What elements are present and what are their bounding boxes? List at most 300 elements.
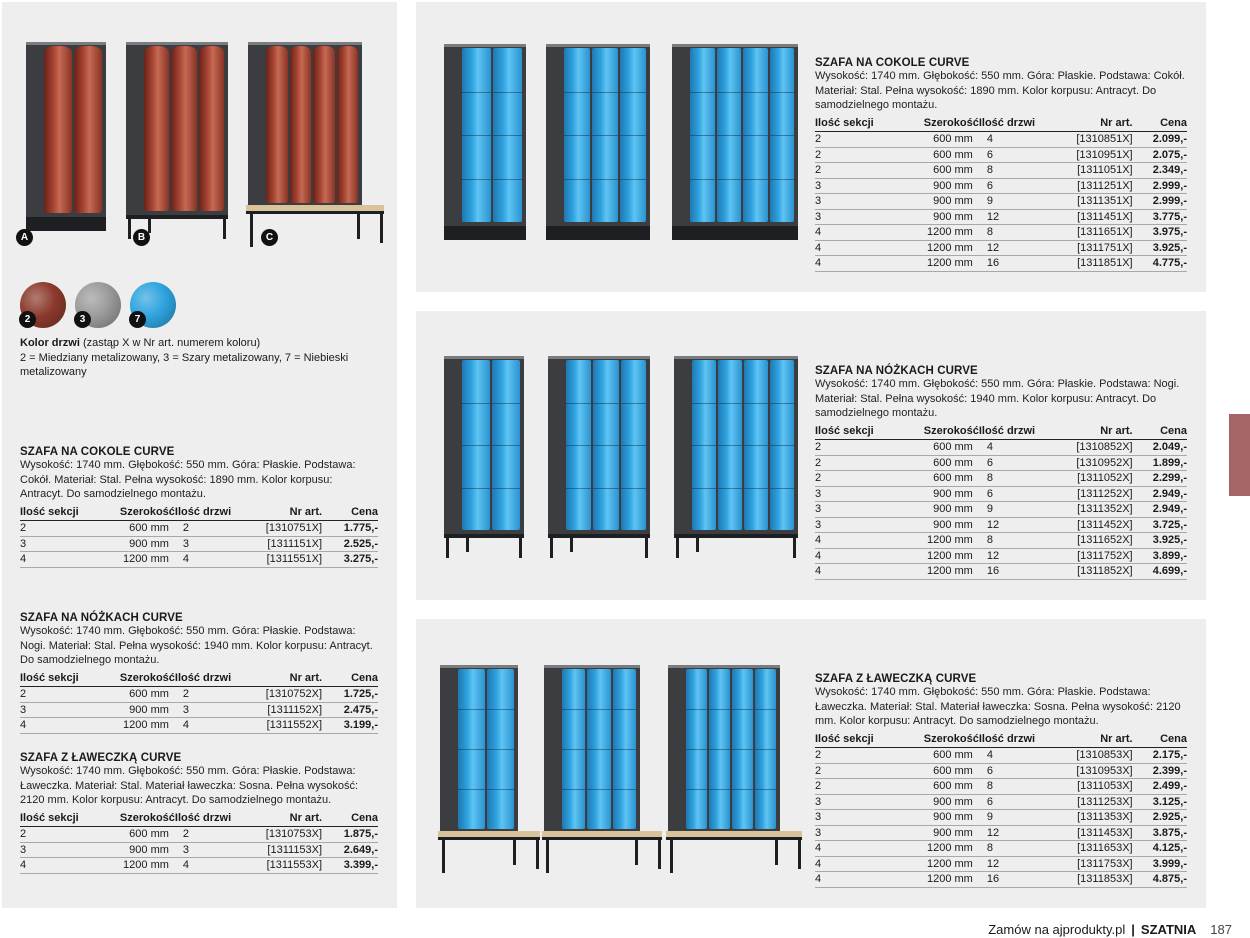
locker-unit [444,356,524,594]
locker-leg [519,534,522,558]
column-header: Cena [322,672,378,687]
price-cell: 2.949,- [1133,486,1187,502]
width-cell: 600 mm [909,748,979,764]
price-cell: 3.925,- [1133,240,1187,256]
locker-bench [666,831,802,840]
article-number-cell: [1311453X] [1035,825,1133,841]
chapter-side-tab [1229,414,1250,496]
width-cell: 1200 mm [909,856,979,872]
door-divider [743,179,768,180]
doors-cell: 2 [175,687,231,703]
table-header-row [20,506,378,521]
door-divider [743,92,768,93]
article-number-cell: [1310951X] [1035,147,1133,163]
width-cell: 900 mm [909,517,979,533]
price-cell: 2.999,- [1133,178,1187,194]
door-divider [690,135,715,136]
section-description: Wysokość: 1740 mm. Głębokość: 550 mm. Góra: Płaskie. Podstawa: Cokół. Materiał: Stal. Pełna wysokość: 1890 mm. Kolor korpusu: Antracyt. Do samodzielnego montażu. [815,70,1185,111]
door-divider [462,92,491,93]
door-divider [717,135,742,136]
doors-cell: 6 [979,486,1035,502]
sections-cell: 3 [815,178,909,194]
column-header: Ilość drzwi [979,117,1035,132]
spec-table [815,117,1187,272]
spec-table [815,733,1187,888]
doors-cell: 6 [979,147,1035,163]
locker-leg [223,215,226,239]
width-cell: 1200 mm [909,564,979,580]
article-number-cell: [1311853X] [1035,872,1133,888]
sections-cell: 4 [815,548,909,564]
door-divider [717,179,742,180]
price-cell: 1.875,- [322,827,378,843]
door-divider [686,709,707,710]
sections-cell: 4 [20,858,108,874]
article-number-cell: [1310752X] [231,687,322,703]
sections-cell: 3 [815,517,909,533]
article-number-cell: [1311253X] [1035,794,1133,810]
swatch-number-3: 3 [74,311,91,328]
door-divider [613,789,636,790]
door-divider [770,445,794,446]
doors-cell: 4 [979,440,1035,456]
width-cell: 600 mm [909,779,979,795]
table-row [815,856,1187,872]
table-row [815,209,1187,225]
price-cell: 2.349,- [1133,163,1187,179]
width-cell: 600 mm [108,521,175,537]
column-header: Szerokość [108,506,175,521]
width-cell: 600 mm [909,163,979,179]
sections-cell: 3 [815,502,909,518]
table-row [20,842,378,858]
doors-cell: 2 [175,521,231,537]
locker-door [717,48,742,222]
doors-cell: 4 [175,858,231,874]
locker-bench [438,831,540,840]
door-divider [770,488,794,489]
locker-door [566,360,591,530]
article-number-cell: [1311051X] [1035,163,1133,179]
table-row [815,748,1187,764]
sections-cell: 4 [20,552,108,568]
locker-leg [793,534,796,558]
left-section-bench [20,752,378,874]
doors-cell: 9 [979,810,1035,826]
price-cell: 1.899,- [1133,455,1187,471]
table-header-row [815,117,1187,132]
table-row [815,471,1187,487]
locker-door [755,669,776,829]
locker-leg [570,534,573,552]
doors-cell: 16 [979,256,1035,272]
locker-leg [658,839,661,869]
sections-cell: 3 [20,842,108,858]
column-header: Nr art. [231,672,322,687]
article-number-cell: [1311452X] [1035,517,1133,533]
door-divider [744,403,768,404]
article-number-cell: [1311152X] [231,702,322,718]
sections-cell: 2 [815,779,909,795]
door-divider [566,445,591,446]
locker-door [770,48,795,222]
locker-door [313,46,335,203]
price-cell: 4.875,- [1133,872,1187,888]
door-divider [593,403,618,404]
locker-plinth [546,226,650,240]
section-description: Wysokość: 1740 mm. Głębokość: 550 mm. Góra: Płaskie. Podstawa: Ławeczka. Materiał: Stal. Materiał ławeczka: Sosna. Pełna wysokość: 2120 mm. Kolor korpusu: Antracyt. Do samodzielnego montażu. [20,765,359,806]
doors-cell: 2 [175,827,231,843]
locker-door [744,360,768,530]
article-number-cell: [1311151X] [231,536,322,552]
article-number-cell: [1311553X] [231,858,322,874]
sections-cell: 2 [815,455,909,471]
sections-cell: 4 [815,564,909,580]
door-divider [487,789,514,790]
footer-order-link[interactable]: Zamów na ajprodukty.pl [988,922,1126,937]
table-row [815,502,1187,518]
door-divider [770,403,794,404]
door-divider [462,403,490,404]
price-cell: 3.399,- [322,858,378,874]
door-divider [564,135,590,136]
price-cell: 3.999,- [1133,856,1187,872]
table-row [20,702,378,718]
width-cell: 1200 mm [909,548,979,564]
width-cell: 600 mm [909,455,979,471]
door-divider [462,488,490,489]
door-divider [709,789,730,790]
article-number-cell: [1311353X] [1035,810,1133,826]
door-divider [755,749,776,750]
swatch-number-2: 2 [19,311,36,328]
doors-cell: 4 [175,552,231,568]
door-divider [492,445,520,446]
door-divider [562,749,585,750]
doors-cell: 3 [175,536,231,552]
doors-cell: 4 [979,748,1035,764]
doors-cell: 8 [979,163,1035,179]
locker-bench [542,831,662,840]
sections-cell: 3 [815,794,909,810]
table-row [815,564,1187,580]
door-divider [462,135,491,136]
table-row [20,858,378,874]
door-divider [620,179,646,180]
column-header: Szerokość [909,425,979,440]
width-cell: 900 mm [909,194,979,210]
article-number-cell: [1311652X] [1035,533,1133,549]
column-header: Szerokość [909,117,979,132]
locker-door [770,360,794,530]
door-divider [717,92,742,93]
width-cell: 1200 mm [909,533,979,549]
locker-plinth [444,226,526,240]
column-header: Cena [1133,733,1187,748]
door-divider [709,749,730,750]
locker-door [487,669,514,829]
width-cell: 900 mm [909,178,979,194]
locker-door [74,46,102,213]
width-cell: 600 mm [909,147,979,163]
table-row [815,440,1187,456]
width-cell: 900 mm [909,810,979,826]
locker-frame [126,215,228,219]
section-title: SZAFA NA COKOLE CURVE [815,57,970,69]
right-section-legs [815,365,1187,580]
price-cell: 4.125,- [1133,841,1187,857]
locker-plinth [672,226,798,240]
doors-cell: 9 [979,502,1035,518]
price-cell: 3.275,- [322,552,378,568]
article-number-cell: [1311351X] [1035,194,1133,210]
left-section-legs [20,612,378,734]
sections-cell: 3 [815,209,909,225]
swatch-number-7: 7 [129,311,146,328]
column-header: Nr art. [1035,117,1133,132]
sections-cell: 4 [815,856,909,872]
door-divider [493,92,522,93]
column-header: Cena [1133,117,1187,132]
door-divider [492,403,520,404]
section-title: SZAFA Z ŁAWECZKĄ CURVE [815,673,977,685]
locker-leg [128,215,131,239]
doors-cell: 8 [979,225,1035,241]
table-row [815,548,1187,564]
locker-leg [148,215,151,233]
width-cell: 900 mm [909,502,979,518]
table-row [20,552,378,568]
article-number-cell: [1311752X] [1035,548,1133,564]
sections-cell: 4 [20,718,108,734]
column-header: Ilość sekcji [20,506,108,521]
width-cell: 600 mm [108,687,175,703]
doors-cell: 12 [979,209,1035,225]
article-number-cell: [1311053X] [1035,779,1133,795]
footer-separator: | [1131,922,1135,937]
column-header: Ilość sekcji [815,733,909,748]
locker-door [593,360,618,530]
width-cell: 900 mm [108,536,175,552]
spec-table [20,672,378,734]
door-color-note [20,336,380,380]
doors-cell: 12 [979,548,1035,564]
sections-cell: 4 [815,841,909,857]
locker-door [290,46,312,203]
locker-door [743,48,768,222]
door-divider [462,179,491,180]
locker-unit [440,665,518,893]
width-cell: 1200 mm [108,718,175,734]
door-divider [493,135,522,136]
door-divider [566,488,591,489]
doors-cell: 8 [979,841,1035,857]
sections-cell: 3 [815,825,909,841]
article-number-cell: [1311551X] [231,552,322,568]
door-divider [587,789,610,790]
locker-door [620,48,646,222]
price-cell: 2.475,- [322,702,378,718]
table-header-row [815,425,1187,440]
locker-door [732,669,753,829]
locker-door [144,46,169,211]
table-header-row [20,672,378,687]
spec-table [20,506,378,568]
right-section-bench [815,673,1187,888]
table-header-row [815,733,1187,748]
doors-cell: 8 [979,779,1035,795]
column-header: Ilość sekcji [20,672,108,687]
spec-table [20,812,378,874]
sections-cell: 4 [815,225,909,241]
section-description: Wysokość: 1740 mm. Głębokość: 550 mm. Góra: Płaskie. Podstawa: Nogi. Materiał: Stal. Pełna wysokość: 1940 mm. Kolor korpusu: Antracyt. Do samodzielnego montażu. [20,625,373,666]
doors-cell: 6 [979,763,1035,779]
column-header: Nr art. [231,506,322,521]
article-number-cell: [1311251X] [1035,178,1133,194]
door-divider [587,709,610,710]
figure-label-c: C [261,229,278,246]
locker-unit [672,44,798,286]
table-row [815,533,1187,549]
price-cell: 2.399,- [1133,763,1187,779]
price-cell: 2.175,- [1133,748,1187,764]
door-divider [487,709,514,710]
door-divider [593,488,618,489]
column-header: Cena [1133,425,1187,440]
locker-unit [444,44,526,286]
width-cell: 1200 mm [909,256,979,272]
sections-cell: 2 [815,147,909,163]
column-header: Szerokość [108,672,175,687]
door-color-instruction: (zastąp X w Nr art. numerem koloru) [79,337,261,349]
price-cell: 4.775,- [1133,256,1187,272]
price-cell: 1.725,- [322,687,378,703]
doors-cell: 16 [979,564,1035,580]
locker-door [492,360,520,530]
doors-cell: 9 [979,194,1035,210]
doors-cell: 6 [979,794,1035,810]
price-cell: 3.875,- [1133,825,1187,841]
locker-door [692,360,716,530]
locker-door [690,48,715,222]
locker-door [587,669,610,829]
column-header: Cena [322,812,378,827]
price-cell: 3.725,- [1133,517,1187,533]
table-row [815,256,1187,272]
sections-cell: 2 [815,471,909,487]
column-header: Ilość sekcji [20,812,108,827]
section-title: SZAFA NA NÓŻKACH CURVE [20,612,183,624]
table-row [815,225,1187,241]
table-row [815,132,1187,148]
doors-cell: 4 [175,718,231,734]
width-cell: 900 mm [909,209,979,225]
locker-door [266,46,288,203]
door-divider [620,92,646,93]
table-row [815,147,1187,163]
page-footer [988,922,1232,937]
article-number-cell: [1310952X] [1035,455,1133,471]
door-divider [690,179,715,180]
table-row [815,825,1187,841]
door-divider [613,709,636,710]
blue-lockers-plinth-illustration [416,2,811,292]
column-header: Szerokość [108,812,175,827]
locker-door [462,48,491,222]
width-cell: 900 mm [108,702,175,718]
column-header: Ilość drzwi [979,733,1035,748]
width-cell: 1200 mm [909,841,979,857]
price-cell: 2.075,- [1133,147,1187,163]
price-cell: 2.525,- [322,536,378,552]
locker-plinth [26,217,106,231]
price-cell: 2.949,- [1133,502,1187,518]
page-number: 187 [1210,922,1232,937]
door-divider [709,709,730,710]
door-divider [686,749,707,750]
blue-lockers-bench-illustration [416,619,811,908]
door-divider [732,749,753,750]
price-cell: 4.699,- [1133,564,1187,580]
width-cell: 900 mm [909,794,979,810]
doors-cell: 3 [175,702,231,718]
section-title: SZAFA NA COKOLE CURVE [20,446,175,458]
sections-cell: 2 [20,521,108,537]
door-divider [458,709,485,710]
width-cell: 900 mm [108,842,175,858]
width-cell: 600 mm [909,132,979,148]
door-divider [690,92,715,93]
locker-leg [798,839,801,869]
sections-cell: 2 [815,132,909,148]
door-divider [562,789,585,790]
sections-cell: 2 [20,827,108,843]
door-divider [718,488,742,489]
width-cell: 600 mm [108,827,175,843]
table-row [815,517,1187,533]
door-divider [732,789,753,790]
locker-door [592,48,618,222]
table-row [20,521,378,537]
article-number-cell: [1311451X] [1035,209,1133,225]
table-header-row [20,812,378,827]
locker-leg [380,213,383,243]
table-row [20,718,378,734]
door-divider [744,488,768,489]
door-divider [593,445,618,446]
article-number-cell: [1310851X] [1035,132,1133,148]
price-cell: 2.925,- [1133,810,1187,826]
article-number-cell: [1311252X] [1035,486,1133,502]
door-divider [592,92,618,93]
price-cell: 2.099,- [1133,132,1187,148]
locker-unit [548,356,650,594]
article-number-cell: [1310853X] [1035,748,1133,764]
width-cell: 600 mm [909,471,979,487]
door-color-label: Kolor drzwi [20,337,80,349]
table-row [815,194,1187,210]
locker-door [564,48,590,222]
sections-cell: 2 [815,163,909,179]
door-color-legend: 2 = Miedziany metalizowany, 3 = Szary metalizowany, 7 = Niebieski metalizowany [20,351,349,378]
price-cell: 3.925,- [1133,533,1187,549]
article-number-cell: [1311751X] [1035,240,1133,256]
door-divider [564,92,590,93]
locker-bench [246,205,384,214]
doors-cell: 16 [979,872,1035,888]
sections-cell: 2 [20,687,108,703]
locker-door [621,360,646,530]
